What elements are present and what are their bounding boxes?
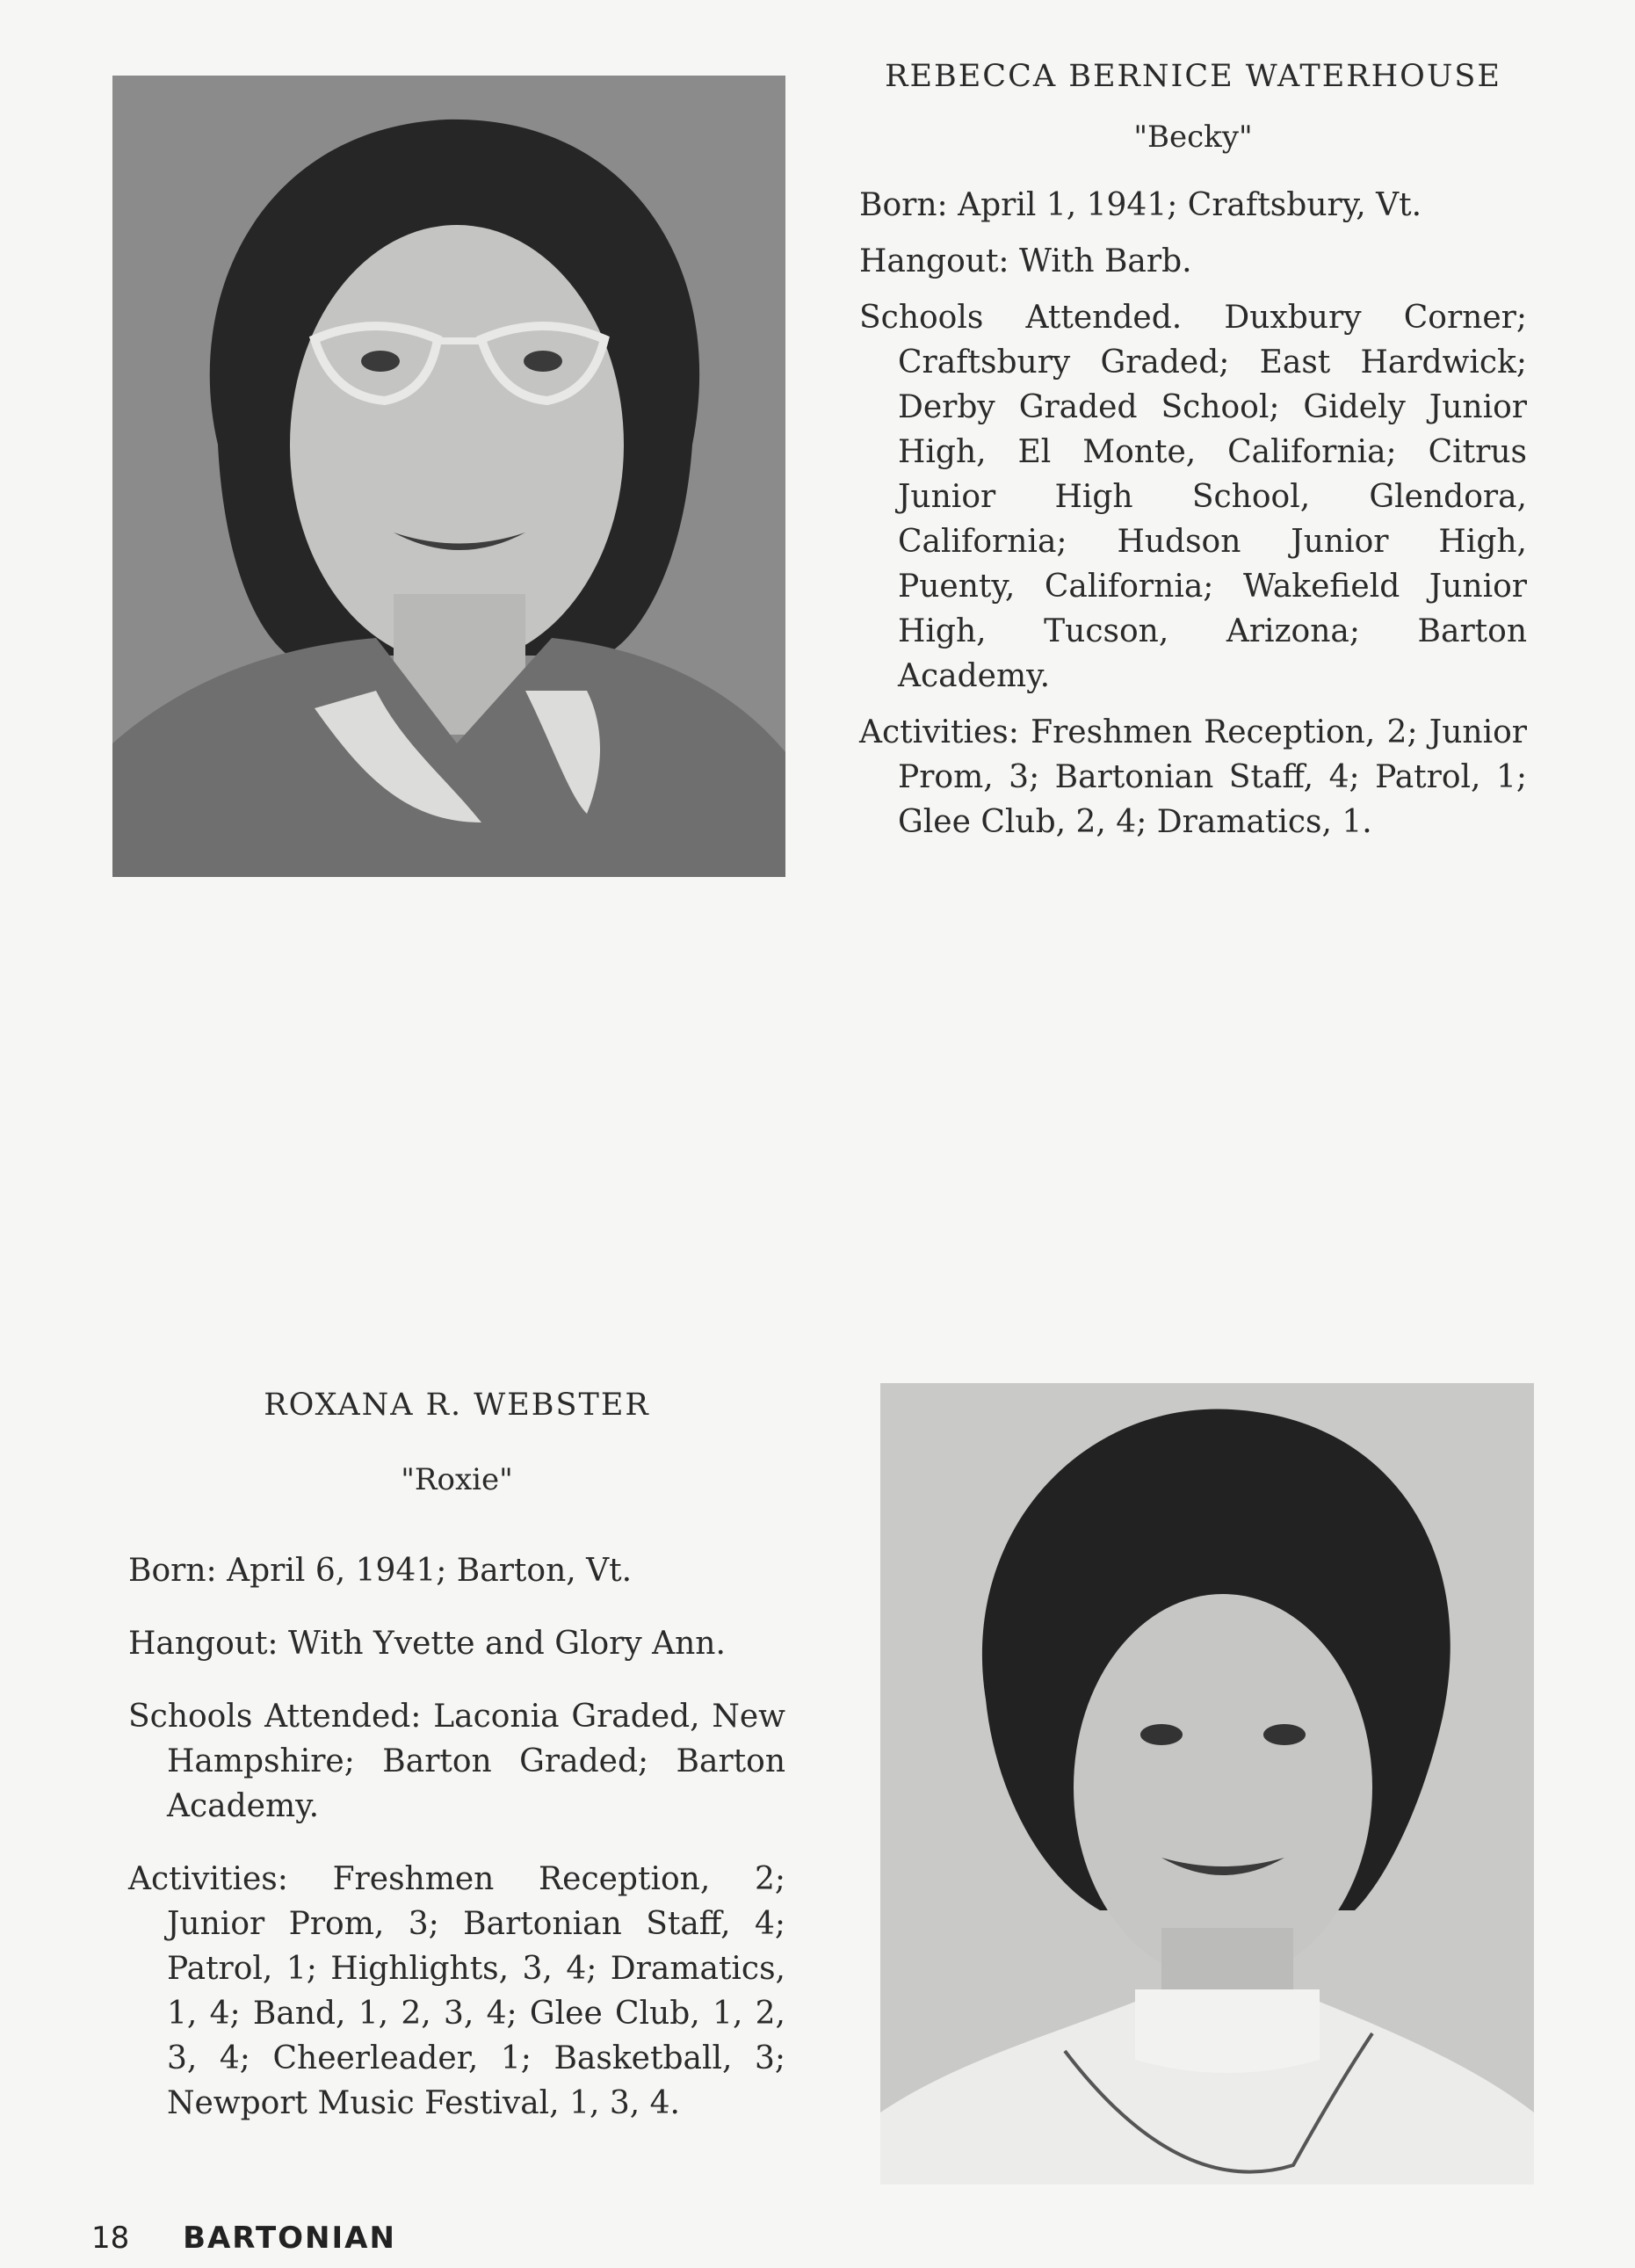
publication-title: BARTONIAN	[183, 2221, 396, 2256]
hangout-field: Hangout: With Yvette and Glory Ann.	[128, 1626, 726, 1662]
student-nickname: "Roxie"	[401, 1462, 513, 1497]
student-name: REBECCA BERNICE WATERHOUSE	[885, 59, 1501, 94]
portrait-photo-roxana	[880, 1383, 1534, 2185]
activities-field: Activities: Freshmen Reception, 2; Junior Prom, 3; Bartonian Staff, 4; Patrol, 1; Glee Club, 2, 4; Dramatics, 1.	[859, 714, 1527, 840]
portrait-illustration	[112, 76, 785, 877]
schools-field: Schools Attended: Laconia Graded, New Hampshire; Barton Graded; Barton Academy.	[128, 1699, 785, 1824]
portrait-illustration	[880, 1383, 1534, 2185]
page-footer	[91, 2221, 396, 2256]
student-nickname: "Becky"	[1133, 120, 1253, 155]
page-number: 18	[91, 2221, 130, 2256]
hangout-field: Hangout: With Barb.	[859, 243, 1192, 279]
activities-field: Activities: Freshmen Reception, 2; Junior Prom, 3; Bartonian Staff, 4; Patrol, 1; Highlights, 3, 4; Dramatics, 1, 4; Band, 1, 2, 3, 4; Glee Club, 1, 2, 3, 4; Cheerleader, 1; Basketball, 3; Newport Music Festival, 1, 3, 4.	[128, 1861, 785, 2121]
student-name: ROXANA R. WEBSTER	[264, 1388, 650, 1423]
schools-field: Schools Attended. Duxbury Corner; Craftsbury Graded; East Hardwick; Derby Graded School; Gidely Junior High, El Monte, California; Citrus Junior High School, Glendora, California; Hudson Junior High, Puenty, California; Wakefield Junior High, Tucson, Arizona; Barton Academy.	[859, 300, 1527, 694]
student-entry-rebecca	[859, 54, 1527, 856]
born-field: Born: April 6, 1941; Barton, Vt.	[128, 1553, 633, 1589]
student-entry-roxana	[128, 1383, 785, 2154]
portrait-photo-rebecca	[112, 76, 785, 877]
born-field: Born: April 1, 1941; Craftsbury, Vt.	[859, 187, 1422, 223]
